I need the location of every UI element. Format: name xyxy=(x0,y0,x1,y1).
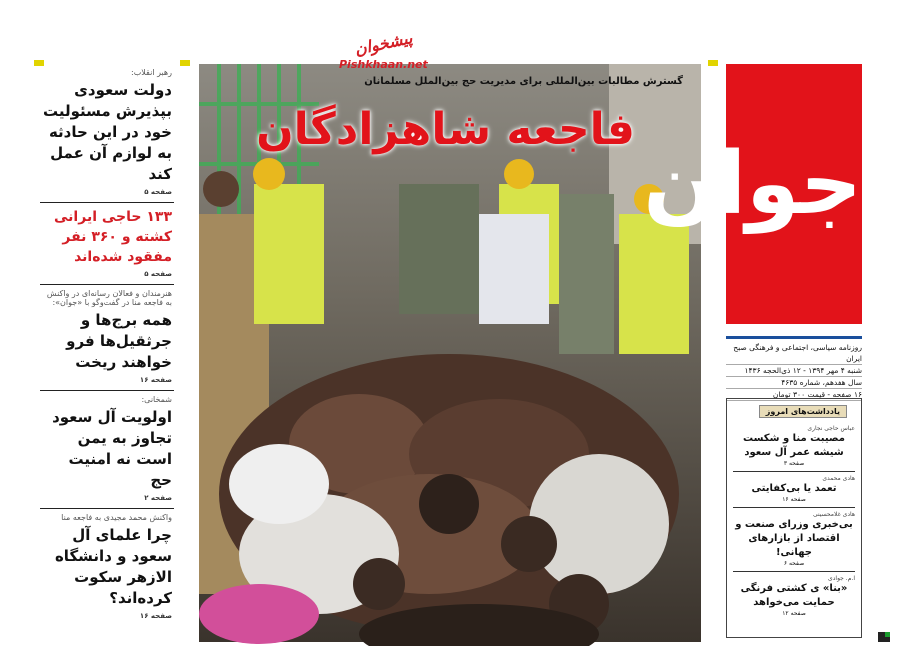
dateline-line: ۱۶ صفحه - قیمت ۳۰۰ تومان xyxy=(726,389,862,401)
note-item[interactable] xyxy=(733,508,855,572)
page-ref: صفحه ۱۶ xyxy=(139,376,172,384)
page-ref: صفحه ۳ xyxy=(783,460,805,467)
news-item[interactable] xyxy=(40,64,174,203)
page-ref: صفحه ۲ xyxy=(144,494,172,502)
column-corner-mark xyxy=(708,60,718,66)
dateline-line: شنبه ۴ مهر ۱۳۹۴ - ۱۲ ذی‌الحجه ۱۴۳۶ xyxy=(726,365,862,377)
news-item[interactable] xyxy=(40,203,174,285)
page-ref: صفحه ۱۲ xyxy=(782,610,806,617)
corner-print-mark xyxy=(878,632,890,642)
dateline-line: روزنامه سیاسی، اجتماعی و فرهنگی صبح ایران xyxy=(726,342,862,365)
note-author: هادی غلامحسینی xyxy=(812,511,855,518)
note-author: هادی محمدی xyxy=(822,475,855,482)
main-headline[interactable]: فاجعه شاهزادگان xyxy=(256,104,635,155)
story-headline[interactable]: اولویت آل سعود تجاوز به یمن است نه امنیت حج xyxy=(52,408,172,489)
notes-section-label: یادداشت‌های امروز xyxy=(759,405,847,418)
page-ref: صفحه ۶ xyxy=(783,560,805,567)
news-item[interactable] xyxy=(40,509,174,626)
dateline-line: سال هفدهم، شماره ۴۶۳۵ xyxy=(726,377,862,389)
news-item[interactable] xyxy=(40,391,174,509)
masthead-rule xyxy=(726,336,862,339)
page-ref: صفحه ۱۶ xyxy=(782,496,806,503)
note-headline[interactable]: تعمد یا بی‌کفایتی xyxy=(751,483,837,494)
story-kicker: هنرمندان و فعالان رسانه‌ای در واکنش به فاجعه منا در گفت‌وگو با «جوان»: xyxy=(46,289,172,307)
dateline xyxy=(726,342,862,401)
note-headline[interactable]: «بنا» ی کشتی فرنگی حمایت می‌خواهد xyxy=(740,583,848,608)
story-headline[interactable]: چرا علمای آل سعود و دانشگاه الازهر سکوت کرده‌اند؟ xyxy=(54,526,172,607)
note-item[interactable] xyxy=(733,472,855,508)
column-corner-mark xyxy=(180,60,190,66)
story-kicker: رهبر انقلاب: xyxy=(131,68,172,77)
page-ref: صفحه ۵ xyxy=(144,270,172,278)
story-headline[interactable]: دولت سعودی بپذیرش مسئولیت خود در این حادثه به لوازم آن عمل کند xyxy=(42,81,172,183)
news-item[interactable] xyxy=(40,285,174,391)
note-author: ا.م. جوادی xyxy=(828,575,855,582)
story-headline[interactable]: همه برج‌ها و جرثقیل‌ها فرو خواهند ریخت xyxy=(66,311,172,371)
story-kicker: واکنش محمد مجیدی به فاجعه منا xyxy=(61,513,172,522)
watermark-persian: پیشخوان xyxy=(352,28,414,59)
note-author: عباس حاجی نجاری xyxy=(807,425,855,432)
notes-column xyxy=(726,398,862,638)
masthead-logo[interactable] xyxy=(643,64,862,324)
story-headline[interactable]: ۱۳۳ حاجی ایرانی کشته و ۳۶۰ نفر مفقود شده‌اند xyxy=(54,209,172,265)
main-news-photo[interactable] xyxy=(199,28,701,642)
note-item[interactable] xyxy=(733,422,855,472)
left-news-column xyxy=(40,64,174,642)
pishkhaan-watermark xyxy=(339,28,428,72)
headline-strap: گسترش مطالبات بین‌المللی برای مدیریت حج بین‌الملل مسلمانان xyxy=(364,76,683,87)
page-ref: صفحه ۵ xyxy=(144,188,172,196)
story-kicker: شمخانی: xyxy=(141,395,172,404)
watermark-url: Pishkhaan.net xyxy=(339,58,428,71)
newspaper-logo: جوان xyxy=(643,134,862,234)
page-ref: صفحه ۱۶ xyxy=(139,612,172,620)
note-item[interactable] xyxy=(733,572,855,621)
note-headline[interactable]: مصیبت منا و شکست شیشه عمر آل سعود xyxy=(743,433,845,458)
note-headline[interactable]: بی‌خبری وزرای صنعت و اقتصاد از بازارهای جهانی! xyxy=(735,519,853,558)
